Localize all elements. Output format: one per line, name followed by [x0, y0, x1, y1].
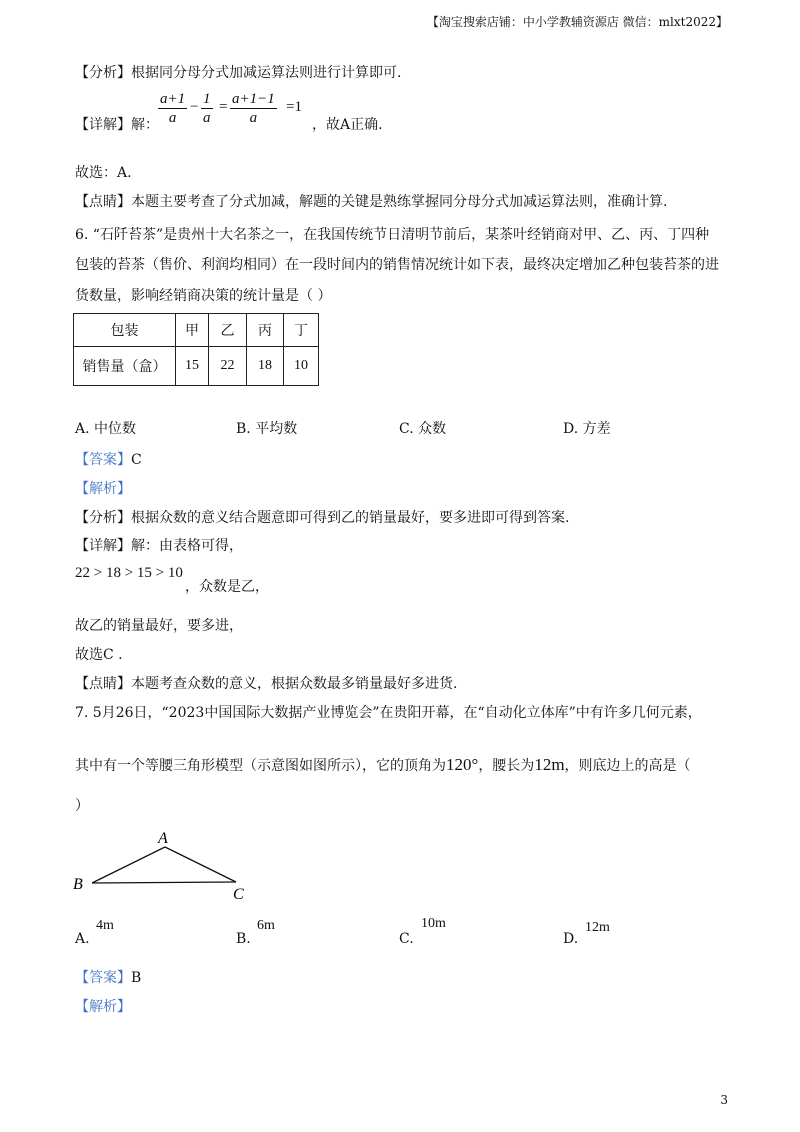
- q6-option-b[interactable]: B. 平均数: [236, 421, 298, 437]
- vertex-label-c: C: [233, 886, 244, 903]
- fraction-a-plus-1-over-a: $\frac{a+1}{a}$: [160, 91, 186, 126]
- q6-inequality-suffix: ，众数是乙，: [185, 579, 269, 595]
- sales-table: [73, 313, 319, 386]
- table-row: [74, 347, 319, 386]
- q5-comment: 【点睛】本题主要考查了分式加减，解题的关键是熟练掌握同分母分式加减运算法则，准确计算.: [75, 194, 668, 210]
- table-cell: 丙: [247, 314, 284, 347]
- table-cell: 18: [247, 347, 284, 386]
- q6-option-d[interactable]: D. 方差: [563, 421, 611, 437]
- leg-length: 12m: [534, 755, 565, 774]
- q7-line3: ）: [75, 798, 89, 814]
- q6-conclusion: 故乙的销量最好，要多进，: [75, 618, 243, 634]
- q7-line2: 其中有一个等腰三角形模型（示意图如图所示），它的顶角为120°，腰长为12m，则底边上的高是（: [75, 755, 691, 774]
- q6-line3: 货数量，影响经销商决策的统计量是（ ）: [75, 288, 332, 304]
- equals-one: =1: [286, 99, 302, 115]
- table-cell: 销售量（盒）: [74, 347, 176, 386]
- q7-option-b-label[interactable]: B.: [236, 931, 251, 947]
- q7-option-a-label[interactable]: A.: [75, 931, 90, 947]
- q7-option-a-value: 4m: [96, 918, 114, 933]
- q6-answer: 【答案】C: [75, 452, 142, 468]
- analysis-text: 根据同分母分式加减运算法则进行计算即可.: [131, 65, 402, 81]
- q7-option-d-label[interactable]: D.: [563, 931, 579, 947]
- q7-option-d-value: 12m: [585, 920, 610, 935]
- q5-detail-suffix: ，故A正确.: [312, 117, 383, 133]
- side-bc: [92, 882, 236, 883]
- q7-option-c-value: 10m: [421, 916, 446, 931]
- vertex-label-a: A: [158, 830, 168, 847]
- q6-inequality: 22 > 18 > 15 > 10: [75, 565, 183, 581]
- isosceles-triangle-figure: [70, 826, 260, 906]
- q6-line1: 6. “石阡苔茶”是贵州十大名茶之一，在我国传统节日清明节前后，某茶叶经销商对甲、乙、丙、丁四种: [75, 227, 710, 243]
- q6-detail: 【详解】解：由表格可得，: [75, 538, 243, 554]
- table-row: [74, 314, 319, 347]
- table-cell: 丁: [284, 314, 319, 347]
- vertex-label-b: B: [73, 876, 83, 893]
- q6-option-a[interactable]: A. 中位数: [75, 421, 137, 437]
- side-ab: [92, 847, 165, 883]
- q6-comment: 【点睛】本题考查众数的意义，根据众数最多销量最好多进货.: [75, 676, 458, 692]
- q7-option-c-label[interactable]: C.: [399, 931, 414, 947]
- table-cell: 甲: [176, 314, 209, 347]
- fraction-result: $\frac{a+1-1}{a}$: [232, 91, 275, 126]
- q5-choice: 故选：A.: [75, 165, 132, 181]
- q7-option-b-value: 6m: [257, 918, 275, 933]
- q6-option-c[interactable]: C. 众数: [399, 421, 447, 437]
- q6-explain-label: 【解析】: [75, 481, 131, 497]
- equals-sign: =: [219, 99, 228, 115]
- side-ac: [165, 847, 236, 882]
- fraction-1-over-a: $\frac{1}{a}$: [203, 91, 211, 126]
- table-cell: 包装: [74, 314, 176, 347]
- q5-detail-label: 【详解】解：: [75, 117, 159, 133]
- table-cell: 10: [284, 347, 319, 386]
- q6-choice: 故选C .: [75, 647, 123, 663]
- q7-answer: 【答案】B: [75, 970, 142, 986]
- q6-analysis: 【分析】根据众数的意义结合题意即可得到乙的销量最好，要多进即可得到答案.: [75, 510, 570, 526]
- q6-line2: 包装的苔茶（售价、利润均相同）在一段时间内的销售情况统计如下表，最终决定增加乙种包装苔茶的进: [75, 257, 719, 273]
- q7-explain-label: 【解析】: [75, 999, 131, 1015]
- minus-sign: −: [190, 99, 199, 115]
- analysis-label: 【分析】: [75, 65, 131, 81]
- table-cell: 15: [176, 347, 209, 386]
- page-number: 3: [720, 1093, 728, 1107]
- q7-line1: 7. 5月26日，“2023中国国际大数据产业博览会”在贵阳开幕，在“自动化立体库”中有许多几何元素，: [75, 705, 702, 721]
- apex-angle: 120°: [446, 755, 479, 774]
- table-cell: 乙: [209, 314, 247, 347]
- table-cell: 22: [209, 347, 247, 386]
- page-header: 【淘宝搜索店铺：中小学教辅资源店 微信：mlxt2022】: [426, 15, 728, 29]
- q5-analysis: [75, 64, 401, 82]
